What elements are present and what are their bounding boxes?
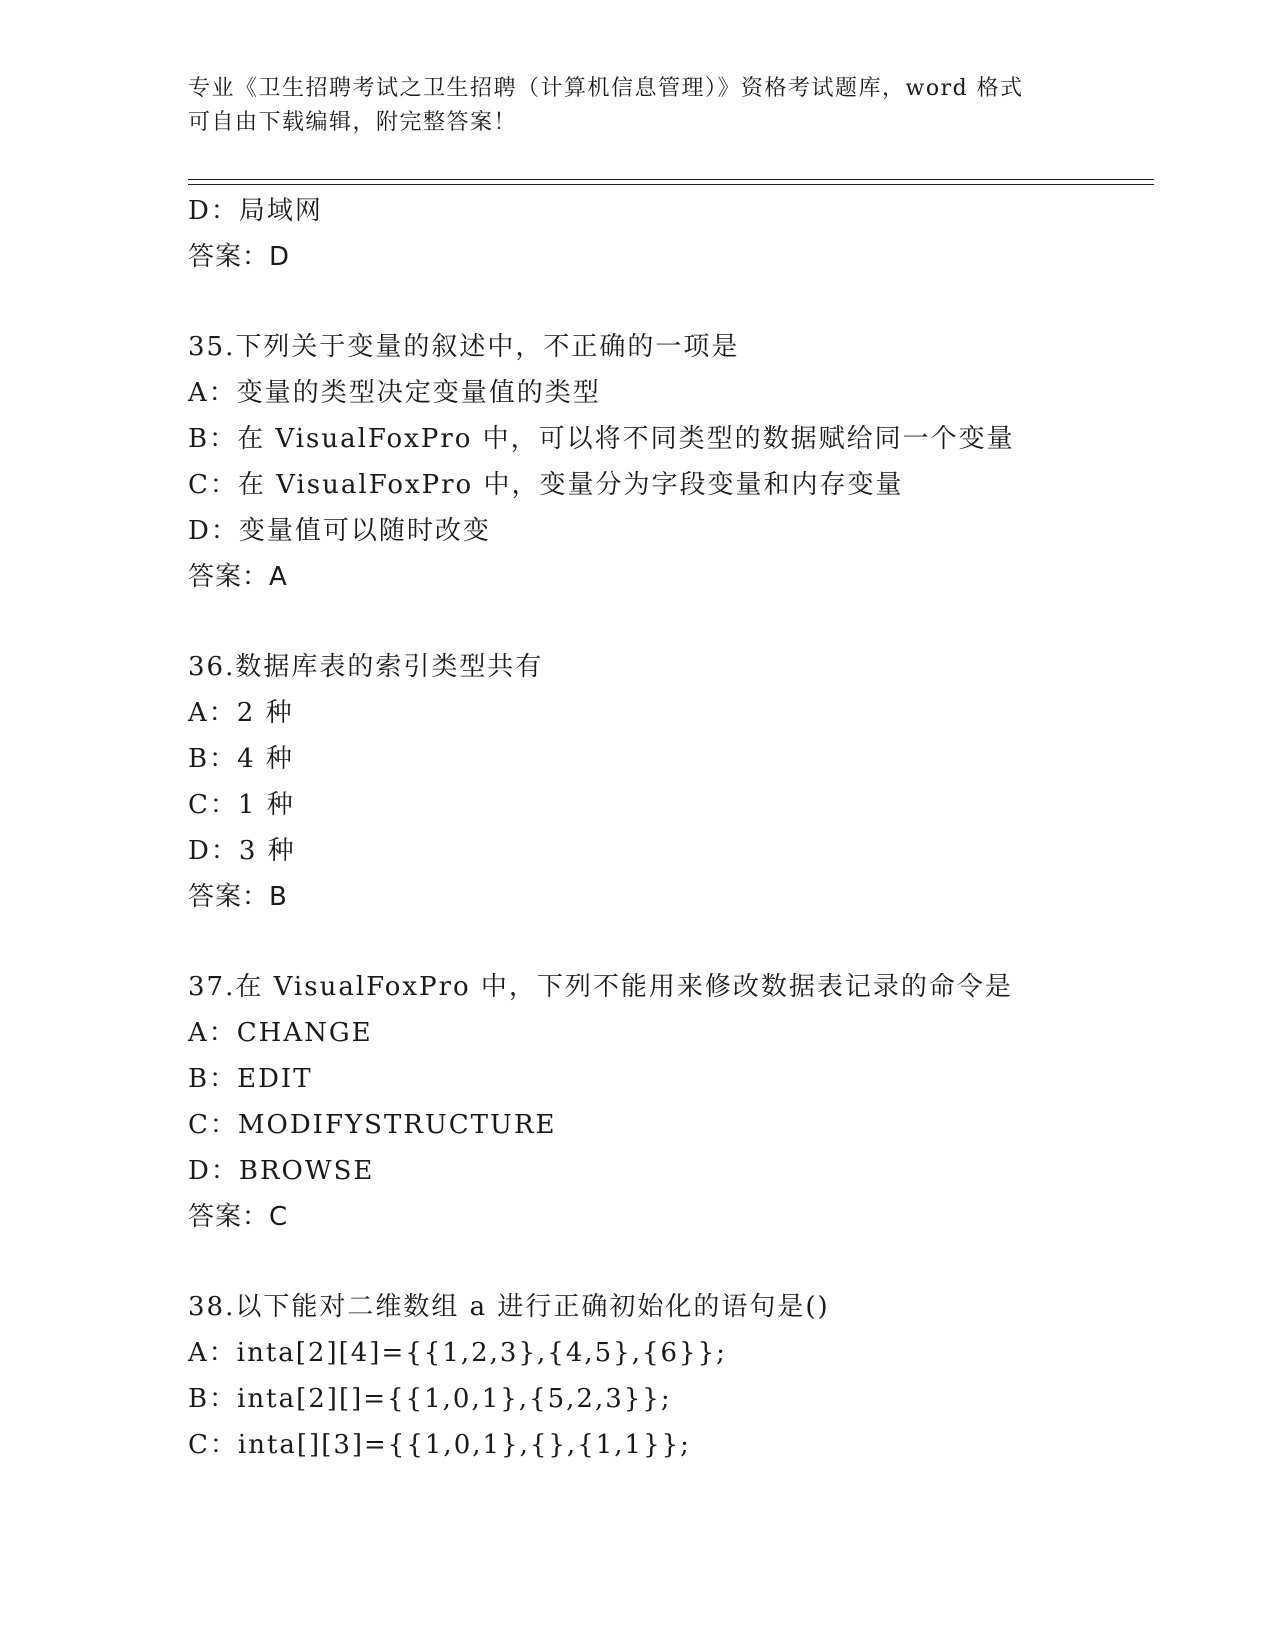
- option-d: D：BROWSE: [188, 1156, 375, 1186]
- spacer: [188, 920, 1168, 964]
- option-c: C：在 VisualFoxPro 中，变量分为字段变量和内存变量: [188, 470, 904, 500]
- question-block: [188, 644, 1168, 920]
- page-header: [188, 72, 1088, 140]
- option-b: B：在 VisualFoxPro 中，可以将不同类型的数据赋给同一个变量: [188, 424, 1015, 454]
- option-c: C：MODIFYSTRUCTURE: [188, 1110, 557, 1140]
- option-d: D：3 种: [188, 836, 296, 866]
- answer-line: 答案：D: [188, 242, 291, 272]
- option-c: C：1 种: [188, 790, 295, 820]
- question-block: [188, 324, 1168, 600]
- spacer: [188, 1240, 1168, 1284]
- question-stem: 36.数据库表的索引类型共有: [188, 652, 544, 682]
- option-a: A：2 种: [188, 698, 294, 728]
- header-divider-top: [188, 179, 1154, 180]
- option-c: C：inta[][3]={{1,0,1},{},{1,1}};: [188, 1430, 691, 1460]
- question-list: [188, 188, 1168, 1468]
- option-b: B：EDIT: [188, 1064, 313, 1094]
- spacer: [188, 600, 1168, 644]
- question-block: [188, 1284, 1168, 1468]
- option-b: B：inta[2][]={{1,0,1},{5,2,3}};: [188, 1384, 672, 1414]
- question-stem: 38.以下能对二维数组 a 进行正确初始化的语句是(): [188, 1292, 830, 1322]
- question-stem: 35.下列关于变量的叙述中，不正确的一项是: [188, 332, 740, 362]
- option-a: A：CHANGE: [188, 1018, 373, 1048]
- question-block: [188, 964, 1168, 1240]
- option-b: B：4 种: [188, 744, 294, 774]
- header-line-1: 专业《卫生招聘考试之卫生招聘（计算机信息管理）》资格考试题库，word 格式: [188, 76, 1024, 101]
- header-line-2: 可自由下载编辑，附完整答案！: [188, 110, 518, 135]
- answer-line: 答案：B: [188, 882, 288, 912]
- answer-line: 答案：A: [188, 562, 288, 592]
- option-a: A：变量的类型决定变量值的类型: [188, 378, 601, 408]
- option-a: A：inta[2][4]={{1,2,3},{4,5},{6}};: [188, 1338, 727, 1368]
- answer-line: 答案：C: [188, 1202, 289, 1232]
- spacer: [188, 280, 1168, 324]
- question-stem: 37.在 VisualFoxPro 中，下列不能用来修改数据表记录的命令是: [188, 972, 1013, 1002]
- header-divider-bottom: [188, 184, 1154, 185]
- option-d: D：局域网: [188, 196, 323, 226]
- option-d: D：变量值可以随时改变: [188, 516, 491, 546]
